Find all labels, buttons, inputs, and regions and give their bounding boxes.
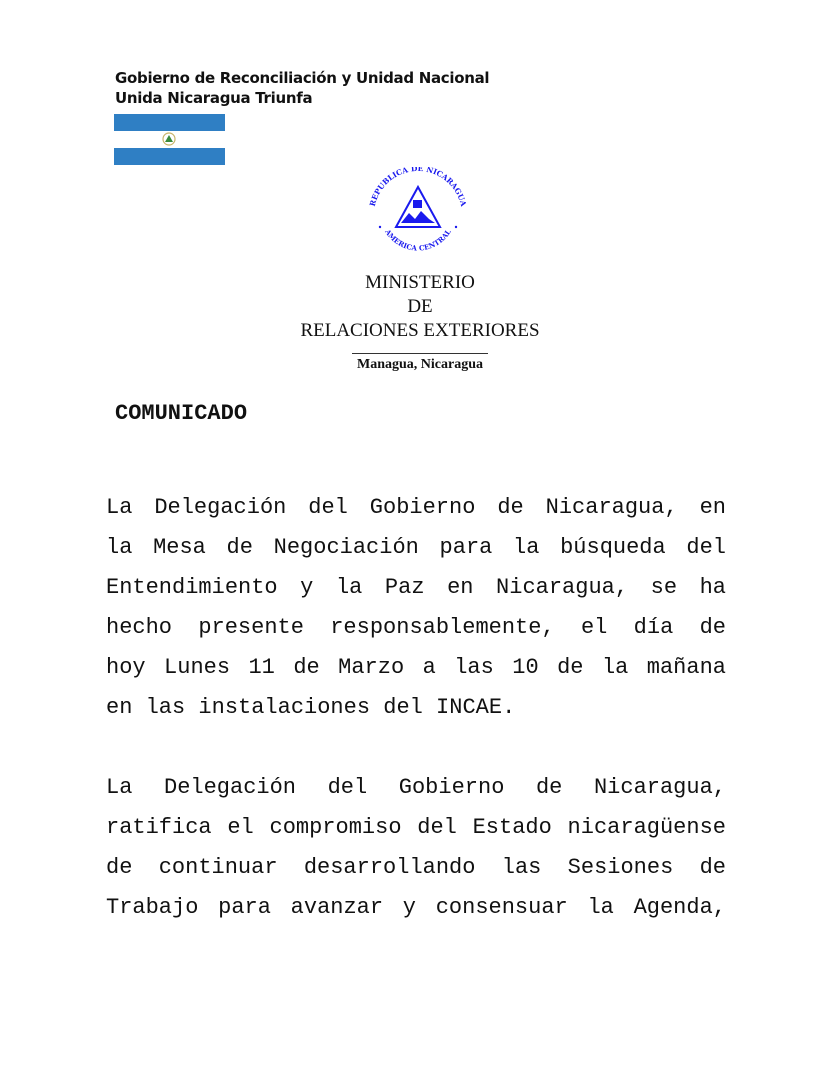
- header-line-2: Unida Nicaragua Triunfa: [115, 89, 313, 107]
- text-line: ratifica el compromiso del Estado nicaragüense: [106, 815, 726, 840]
- seal-bottom-text: AMERICA CENTRAL: [383, 227, 453, 253]
- coat-of-arms-seal: [366, 167, 470, 259]
- ministry-line-1: MINISTERIO: [365, 272, 475, 293]
- text-line: de continuar desarrollando las Sesiones de: [106, 855, 726, 880]
- divider: [352, 353, 488, 354]
- seal-top-text: REPUBLICA DE NICARAGUA: [367, 167, 469, 208]
- ministry-name: [280, 271, 560, 343]
- text-line: en las instalaciones del INCAE.: [106, 695, 516, 720]
- city-label: Managua, Nicaragua: [357, 357, 483, 372]
- text-line: La Delegación del Gobierno de Nicaragua,: [106, 775, 726, 800]
- nicaragua-flag-image: [114, 114, 225, 165]
- text-line: la Mesa de Negociación para la búsqueda del: [106, 535, 726, 560]
- paragraph-1: [106, 488, 726, 728]
- text-line: hoy Lunes 11 de Marzo a las 10 de la mañana: [106, 655, 726, 680]
- header-line-1: Gobierno de Reconciliación y Unidad Nacional: [115, 69, 490, 87]
- flag-emblem-icon: [160, 132, 178, 146]
- text-line: hecho presente responsablemente, el día de: [106, 615, 726, 640]
- ministry-line-2: DE: [407, 296, 433, 317]
- paragraph-2: [106, 768, 726, 928]
- text-line: La Delegación del Gobierno de Nicaragua, en: [106, 495, 726, 520]
- ministry-line-3: RELACIONES EXTERIORES: [300, 320, 540, 341]
- text-line: Entendimiento y la Paz en Nicaragua, se ha: [106, 575, 726, 600]
- government-header: [115, 68, 825, 108]
- document-title: COMUNICADO: [115, 401, 248, 426]
- text-line: Trabajo para avanzar y consensuar la Agenda,: [106, 895, 726, 920]
